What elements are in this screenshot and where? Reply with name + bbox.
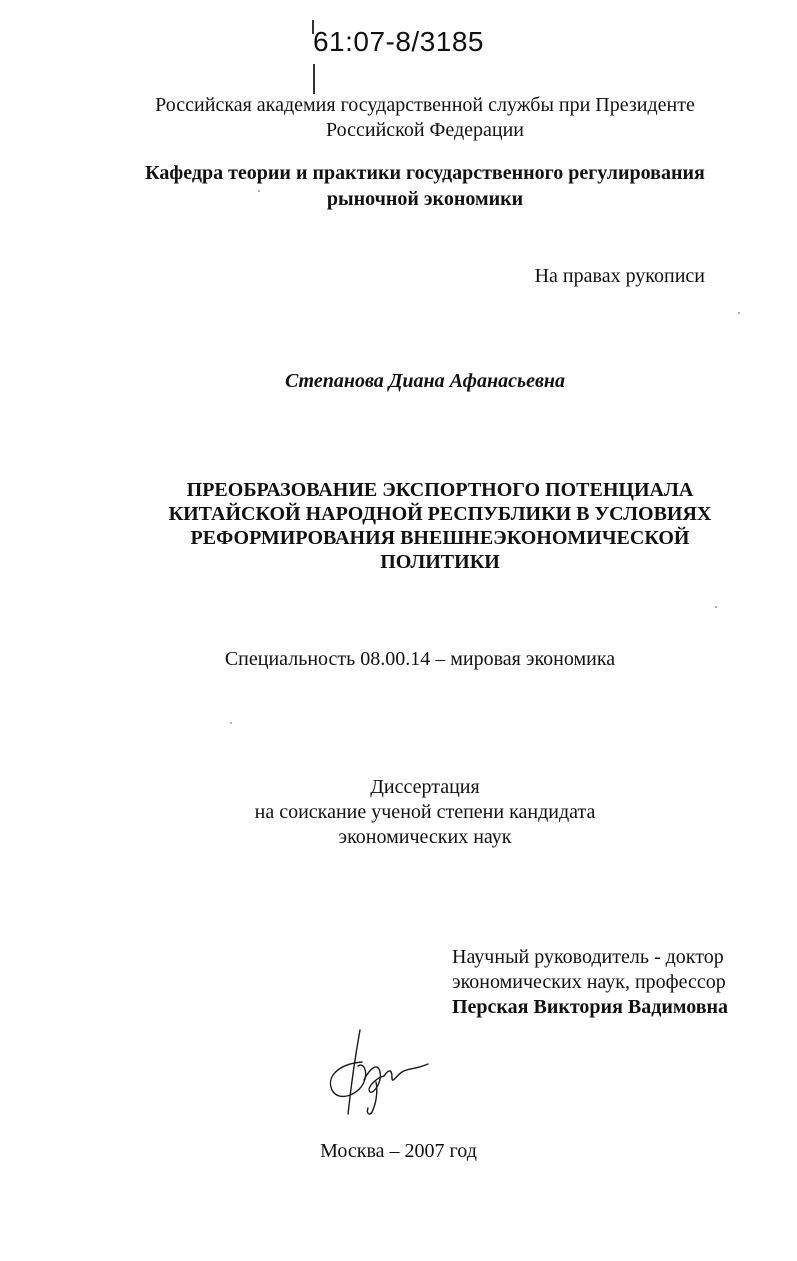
title-line-2: КИТАЙСКОЙ НАРОДНОЙ РЕСПУБЛИКИ В УСЛОВИЯХ	[168, 503, 712, 525]
scan-speck	[715, 606, 717, 608]
advisor-line-1: Научный руководитель - доктор	[452, 946, 724, 968]
degree-statement	[100, 775, 750, 850]
manuscript-rights-note: На правах рукописи	[534, 265, 705, 287]
degree-line-2: на соискание ученой степени кандидата	[254, 801, 596, 823]
archive-code: 61:07-8/3185	[312, 26, 485, 57]
degree-line-3: экономических наук	[338, 826, 512, 848]
academy-line-1: Российская академия государственной службы при Президенте	[155, 94, 695, 116]
scan-speck	[230, 722, 232, 724]
author-name: Степанова Диана Афанасьевна	[284, 370, 566, 392]
academy-name	[100, 93, 750, 143]
advisor-line-2: экономических наук, профессор	[452, 971, 726, 993]
advisor-name: Перская Виктория Вадимовна	[452, 996, 729, 1018]
dissertation-title	[140, 478, 740, 574]
title-line-4: ПОЛИТИКИ	[380, 551, 500, 573]
scan-speck	[738, 312, 740, 314]
handwritten-signature	[318, 1022, 438, 1122]
scan-speck	[258, 190, 260, 192]
stamp-mark-bottom	[313, 64, 315, 94]
degree-line-1: Диссертация	[370, 776, 480, 798]
city-and-year: Москва – 2007 год	[320, 1140, 477, 1162]
department-name	[100, 160, 750, 212]
title-line-1: ПРЕОБРАЗОВАНИЕ ЭКСПОРТНОГО ПОТЕНЦИАЛА	[186, 479, 694, 501]
scientific-advisor	[452, 945, 728, 1020]
specialty: Специальность 08.00.14 – мировая экономика	[224, 648, 616, 670]
department-line-2: рыночной экономики	[326, 188, 524, 210]
department-line-1: Кафедра теории и практики государственного регулирования	[145, 162, 705, 184]
title-line-3: РЕФОРМИРОВАНИЯ ВНЕШНЕЭКОНОМИЧЕСКОЙ	[190, 527, 690, 549]
academy-line-2: Российской Федерации	[325, 119, 525, 141]
